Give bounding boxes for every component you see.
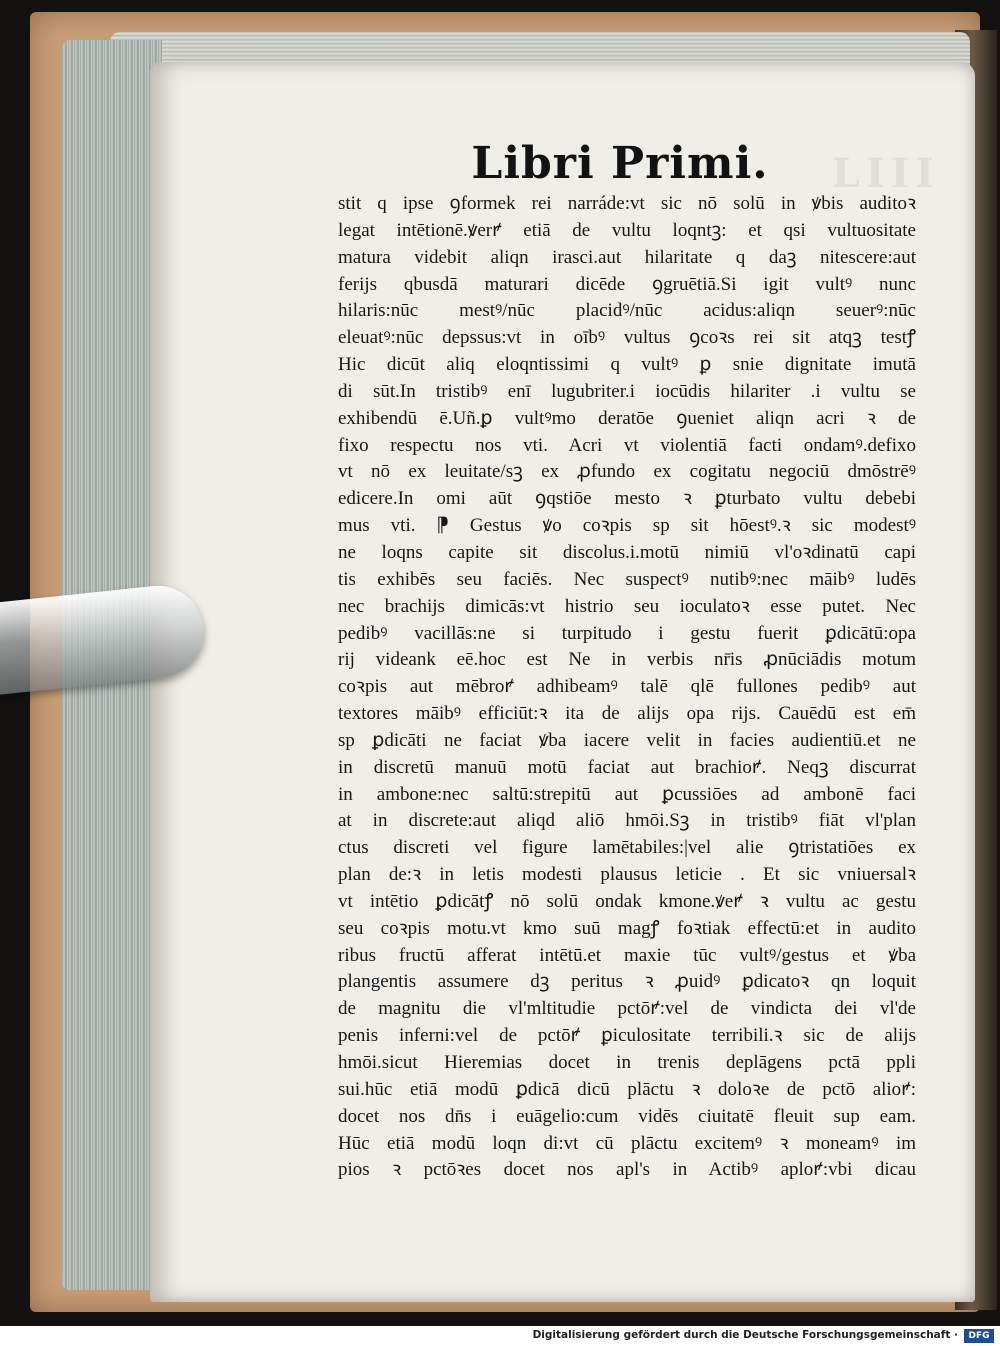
text-line: pios ꝛ pctōꝛes docet nos apl's in Actibꝰ aploꝵ:vbi dicau — [338, 1159, 916, 1181]
text-line: in discretū manuū motū faciat aut brachioꝵ. Neqꝫ discurrat — [338, 756, 916, 778]
show-through-heading: LIII — [831, 150, 940, 197]
text-line: mus vti. ⁋ Gestus ꝟo coꝛpis sp sit hōestꝰ.ꝛ sic modestꝰ — [338, 515, 916, 537]
text-line: matura videbit aliqn irasci.aut hilaritate q daꝫ nitescere:aut — [338, 246, 916, 268]
running-head: Libri Primi. — [471, 138, 769, 189]
text-line: nec brachijs dimicās:vt histrio seu ioculatoꝛ esse putet. Nec — [338, 595, 916, 617]
text-line: fixo respectu nos vti. Acri vt violentiā facti ondamꝰ.defixo — [338, 434, 916, 456]
text-line: tis exhibēs seu faciēs. Nec suspectꝰ nutibꝰ:nec māibꝰ ludēs — [338, 568, 916, 590]
text-line: di sūt.In tristibꝰ enī lugubriter.i iocūdis hilariter .i vultu se — [338, 380, 916, 402]
text-line: ctus discreti vel figure lamētabiles:|vel alie ꝯtristatiōes ex — [338, 837, 916, 859]
text-line: at in discrete:aut aliqd aliō hmōi.Sꝫ in tristibꝰ fiāt vl'plan — [338, 810, 916, 832]
text-line: Hic dicūt aliq eloqntissimi q vultꝰ ꝑ snie dignitate imutā — [338, 354, 916, 376]
text-line: edicere.In omi aūt ꝯqstiōe mesto ꝛ ꝑturbato vultu debebi — [338, 488, 916, 510]
text-line: sui.hūc etiā modū ꝑdicā dicū plāctu ꝛ doloꝛe de pctō alioꝵ: — [338, 1078, 916, 1100]
text-line: vt nō ex leuitate/sꝫ ex ꝓfundo ex cogitatu negociū dmōstrēꝰ — [338, 461, 916, 483]
text-line: docet nos dn̄s i euāgelio:cum vidēs ciuitatē fleuit sup eam. — [338, 1105, 916, 1127]
dfg-logo: DFG — [964, 1329, 994, 1343]
text-line: de magnitu die vl'mltitudie pctōꝵ:vel de vindicta dei vl'de — [338, 998, 916, 1020]
text-line: Hūc etiā modū loqn di:vt cū plāctu excitemꝰ ꝛ moneamꝰ im — [338, 1132, 916, 1154]
text-line: ne loqns capite sit discolus.i.motū nimiū vl'oꝛdinatū capi — [338, 541, 916, 563]
text-line: coꝛpis aut mēbroꝵ adhibeamꝰ talē qlē fullones pedibꝰ aut — [338, 676, 916, 698]
text-line: plangentis assumere dꝫ peritus ꝛ ꝓuidꝰ ꝑdicatoꝛ qn loquit — [338, 971, 916, 993]
text-line: rij videank eē.hoc est Ne in verbis nr̄is ꝓnūciādis motum — [338, 649, 916, 671]
text-line: ferijs qbusdā maturari dicēde ꝯgruētiā.Si igit vultꝰ nunc — [338, 273, 916, 295]
text-line: textores māibꝰ efficiūt:ꝛ ita de alijs opa rijs. Cauēdū est em̄ — [338, 703, 916, 725]
text-line: hmōi.sicut Hieremias docet in trenis deplāgens pctā ppli — [338, 1052, 916, 1073]
text-line: legat intētionē.ꝟerꝵ etiā de vultu loqntꝫ: et qsi vultuositate — [338, 219, 916, 241]
body-text — [338, 191, 916, 1184]
funding-credit: Digitalisierung gefördert durch die Deutsche Forschungsgemeinschaft · — [532, 1329, 958, 1341]
text-line: pedibꝰ vacillās:ne si turpitudo i gestu fuerit ꝑdicātū:opa — [338, 622, 916, 644]
text-line: exhibendū ē.Uñ.ꝑ vultꝰmo deratōe ꝯueniet aliqn acri ꝛ de — [338, 407, 916, 429]
footer-bar — [0, 1326, 1000, 1346]
text-line: stit q ipse ꝯformek rei narráde:vt sic nō solū in ꝟbis auditoꝛ — [338, 193, 916, 214]
text-line: in ambone:nec saltū:strepitū aut ꝑcussiōes ad ambonē faci — [338, 783, 916, 805]
text-line: plan de:ꝛ in letis modesti plausus leticie . Et sic vniuersalꝛ — [338, 864, 916, 886]
text-line: ribus fructū afferat intētū.et maxie tūc vultꝰ/gestus et ꝟba — [338, 944, 916, 966]
text-line: penis inferni:vel de pctōꝵ ꝑiculositate terribili.ꝛ sic de alijs — [338, 1025, 916, 1047]
text-line: sp ꝑdicāti ne faciat ꝟba iacere velit in facies audientiū.et ne — [338, 729, 916, 751]
text-line: vt intētio ꝑdicātꝭ nō solū ondak kmone.ꝟeꝵ ꝛ vultu ac gestu — [338, 890, 916, 912]
text-line: hilaris:nūc mestꝰ/nūc placidꝰ/nūc acidus:aliqn seuerꝰ:nūc — [338, 300, 916, 322]
text-line: seu coꝛpis motu.vt kmo suū magꝭ foꝛtiak effectū:et in audito — [338, 917, 916, 939]
text-line: eleuatꝰ:nūc depssus:vt in oībꝰ vultus ꝯcoꝛs rei sit atqꝫ testꝭ — [338, 327, 916, 349]
